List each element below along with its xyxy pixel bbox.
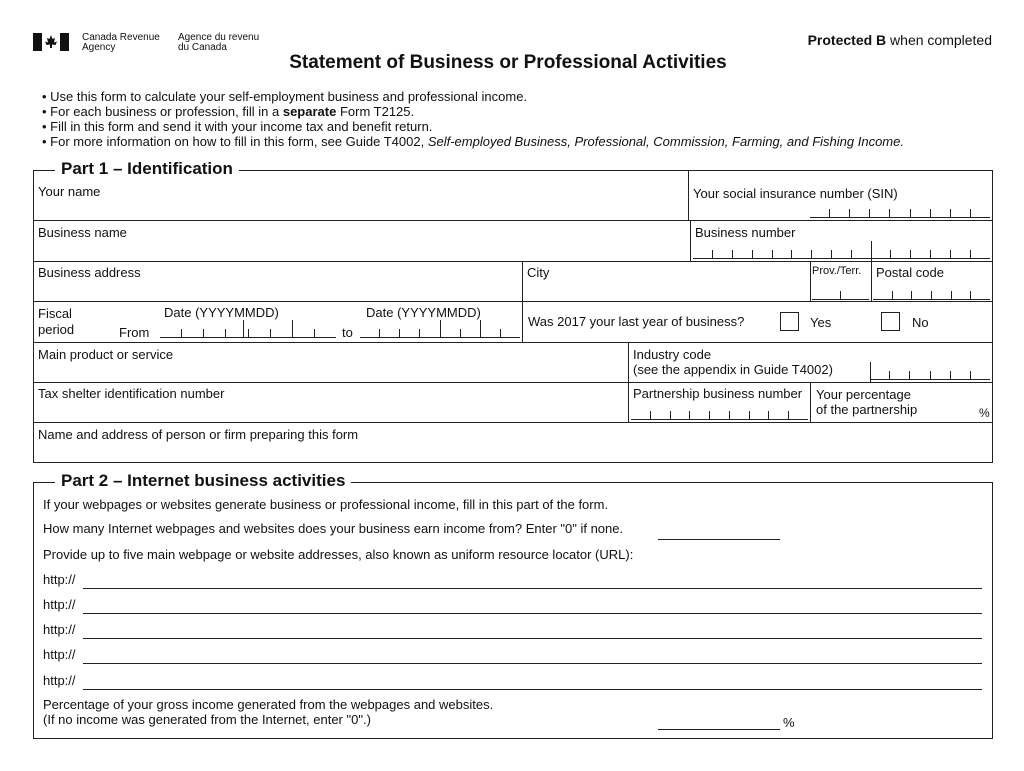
- business-number-program-input[interactable]: [871, 247, 990, 259]
- url-input[interactable]: [83, 663, 982, 664]
- agency-en-line1: Canada Revenue: [82, 32, 160, 43]
- industry-code-note: (see the appendix in Guide T4002): [633, 362, 833, 377]
- yes-label: Yes: [810, 315, 832, 330]
- url-input[interactable]: [83, 613, 982, 614]
- from-label: From: [119, 325, 150, 340]
- url-input[interactable]: [83, 689, 982, 690]
- part2-intro: If your webpages or websites generate business or professional income, fill in this part of the form.: [43, 497, 609, 512]
- city-label: City: [527, 265, 550, 280]
- url-instructions: Provide up to five main webpage or website addresses, also known as uniform resource locator (URL):: [43, 547, 634, 562]
- postal-code-label: Postal code: [876, 265, 944, 280]
- protected-suffix: when completed: [890, 32, 992, 48]
- instruction-item: • Use this form to calculate your self-employment business and professional income.: [42, 89, 528, 104]
- url-prefix: http://: [43, 572, 76, 587]
- instructions-list: [42, 89, 904, 149]
- last-year-no-checkbox[interactable]: [881, 312, 900, 331]
- protected-b-label: [808, 32, 992, 48]
- your-percentage-field[interactable]: [811, 383, 981, 422]
- preparer-label: Name and address of person or firm preparing this form: [38, 427, 359, 442]
- url-input[interactable]: [83, 588, 982, 589]
- part2-legend: Part 2 – Internet business activities: [55, 471, 351, 491]
- instruction-item: • Fill in this form and send it with your income tax and benefit return.: [42, 119, 433, 134]
- business-address-label: Business address: [38, 265, 141, 280]
- business-name-field[interactable]: [34, 221, 690, 261]
- postal-code-input[interactable]: [873, 288, 990, 300]
- industry-code-input[interactable]: [870, 368, 990, 380]
- prov-input[interactable]: [812, 288, 869, 300]
- percent-sign: %: [783, 715, 795, 730]
- url-prefix: http://: [43, 673, 76, 688]
- instruction-item: • For each business or profession, fill in a separate Form T2125.: [42, 104, 415, 119]
- sin-label: Your social insurance number (SIN): [693, 186, 898, 201]
- part1-legend: Part 1 – Identification: [55, 159, 239, 179]
- last-year-question: Was 2017 your last year of business?: [528, 314, 745, 329]
- gross-income-pct-label-1: Percentage of your gross income generated from the webpages and websites.: [43, 697, 494, 712]
- instruction-text: For more information on how to fill in this form, see Guide T4002,: [50, 134, 428, 149]
- no-label: No: [912, 315, 929, 330]
- fiscal-period-label-2: period: [38, 322, 75, 337]
- canada-flag-icon: [33, 33, 69, 51]
- instruction-emphasis: separate: [282, 104, 337, 119]
- partnership-bn-input[interactable]: [631, 408, 808, 420]
- to-label: to: [342, 325, 353, 340]
- city-field[interactable]: [523, 262, 810, 301]
- date-format-from: Date (YYYYMMDD): [164, 305, 279, 320]
- prov-label: Prov./Terr.: [812, 265, 862, 277]
- gross-income-pct-input[interactable]: [658, 729, 780, 730]
- fiscal-period-label-1: Fiscal: [38, 306, 72, 321]
- industry-code-label: Industry code: [633, 347, 712, 362]
- url-prefix: http://: [43, 647, 76, 662]
- business-number-input[interactable]: [693, 247, 871, 259]
- your-name-field[interactable]: [34, 171, 688, 220]
- agency-en-line2: Agency: [82, 42, 116, 53]
- instruction-text: Use this form to calculate your self-employment business and professional income.: [50, 89, 528, 104]
- your-name-label: Your name: [38, 184, 101, 199]
- instruction-text: Fill in this form and send it with your income tax and benefit return.: [50, 119, 433, 134]
- business-name-label: Business name: [38, 225, 127, 240]
- url-prefix: http://: [43, 622, 76, 637]
- date-format-to: Date (YYYYMMDD): [366, 305, 481, 320]
- partnership-bn-label: Partnership business number: [633, 386, 803, 401]
- url-input[interactable]: [83, 638, 982, 639]
- gross-income-pct-label-2: (If no income was generated from the Internet, enter "0".): [43, 712, 371, 727]
- sin-input[interactable]: [810, 206, 990, 218]
- instruction-text: Form T2125.: [336, 104, 415, 119]
- webpage-count-question: How many Internet webpages and websites does your business earn income from? Enter "0" if none.: [43, 521, 624, 536]
- tax-shelter-label: Tax shelter identification number: [38, 386, 225, 401]
- your-percentage-label-1: Your percentage: [816, 387, 911, 402]
- main-product-label: Main product or service: [38, 347, 174, 362]
- your-percentage-label-2: of the partnership: [816, 402, 918, 417]
- form-title: Statement of Business or Professional Activities: [289, 52, 727, 73]
- instruction-item: • For more information on how to fill in this form, see Guide T4002, Self-employed Business, Professional, Commission, Farming, and Fishing Income.: [42, 134, 904, 149]
- instruction-text: For each business or profession, fill in a: [50, 104, 283, 119]
- percent-sign: %: [979, 406, 990, 420]
- agency-fr-line2: du Canada: [178, 42, 227, 53]
- business-number-label: Business number: [695, 225, 796, 240]
- guide-title: Self-employed Business, Professional, Commission, Farming, and Fishing Income.: [427, 134, 904, 149]
- webpage-count-input[interactable]: [658, 539, 780, 540]
- last-year-yes-checkbox[interactable]: [780, 312, 799, 331]
- fiscal-from-input[interactable]: [160, 326, 336, 338]
- protected-b-bold: Protected B: [807, 32, 887, 48]
- url-prefix: http://: [43, 597, 76, 612]
- agency-fr-line1: Agence du revenu: [178, 32, 260, 43]
